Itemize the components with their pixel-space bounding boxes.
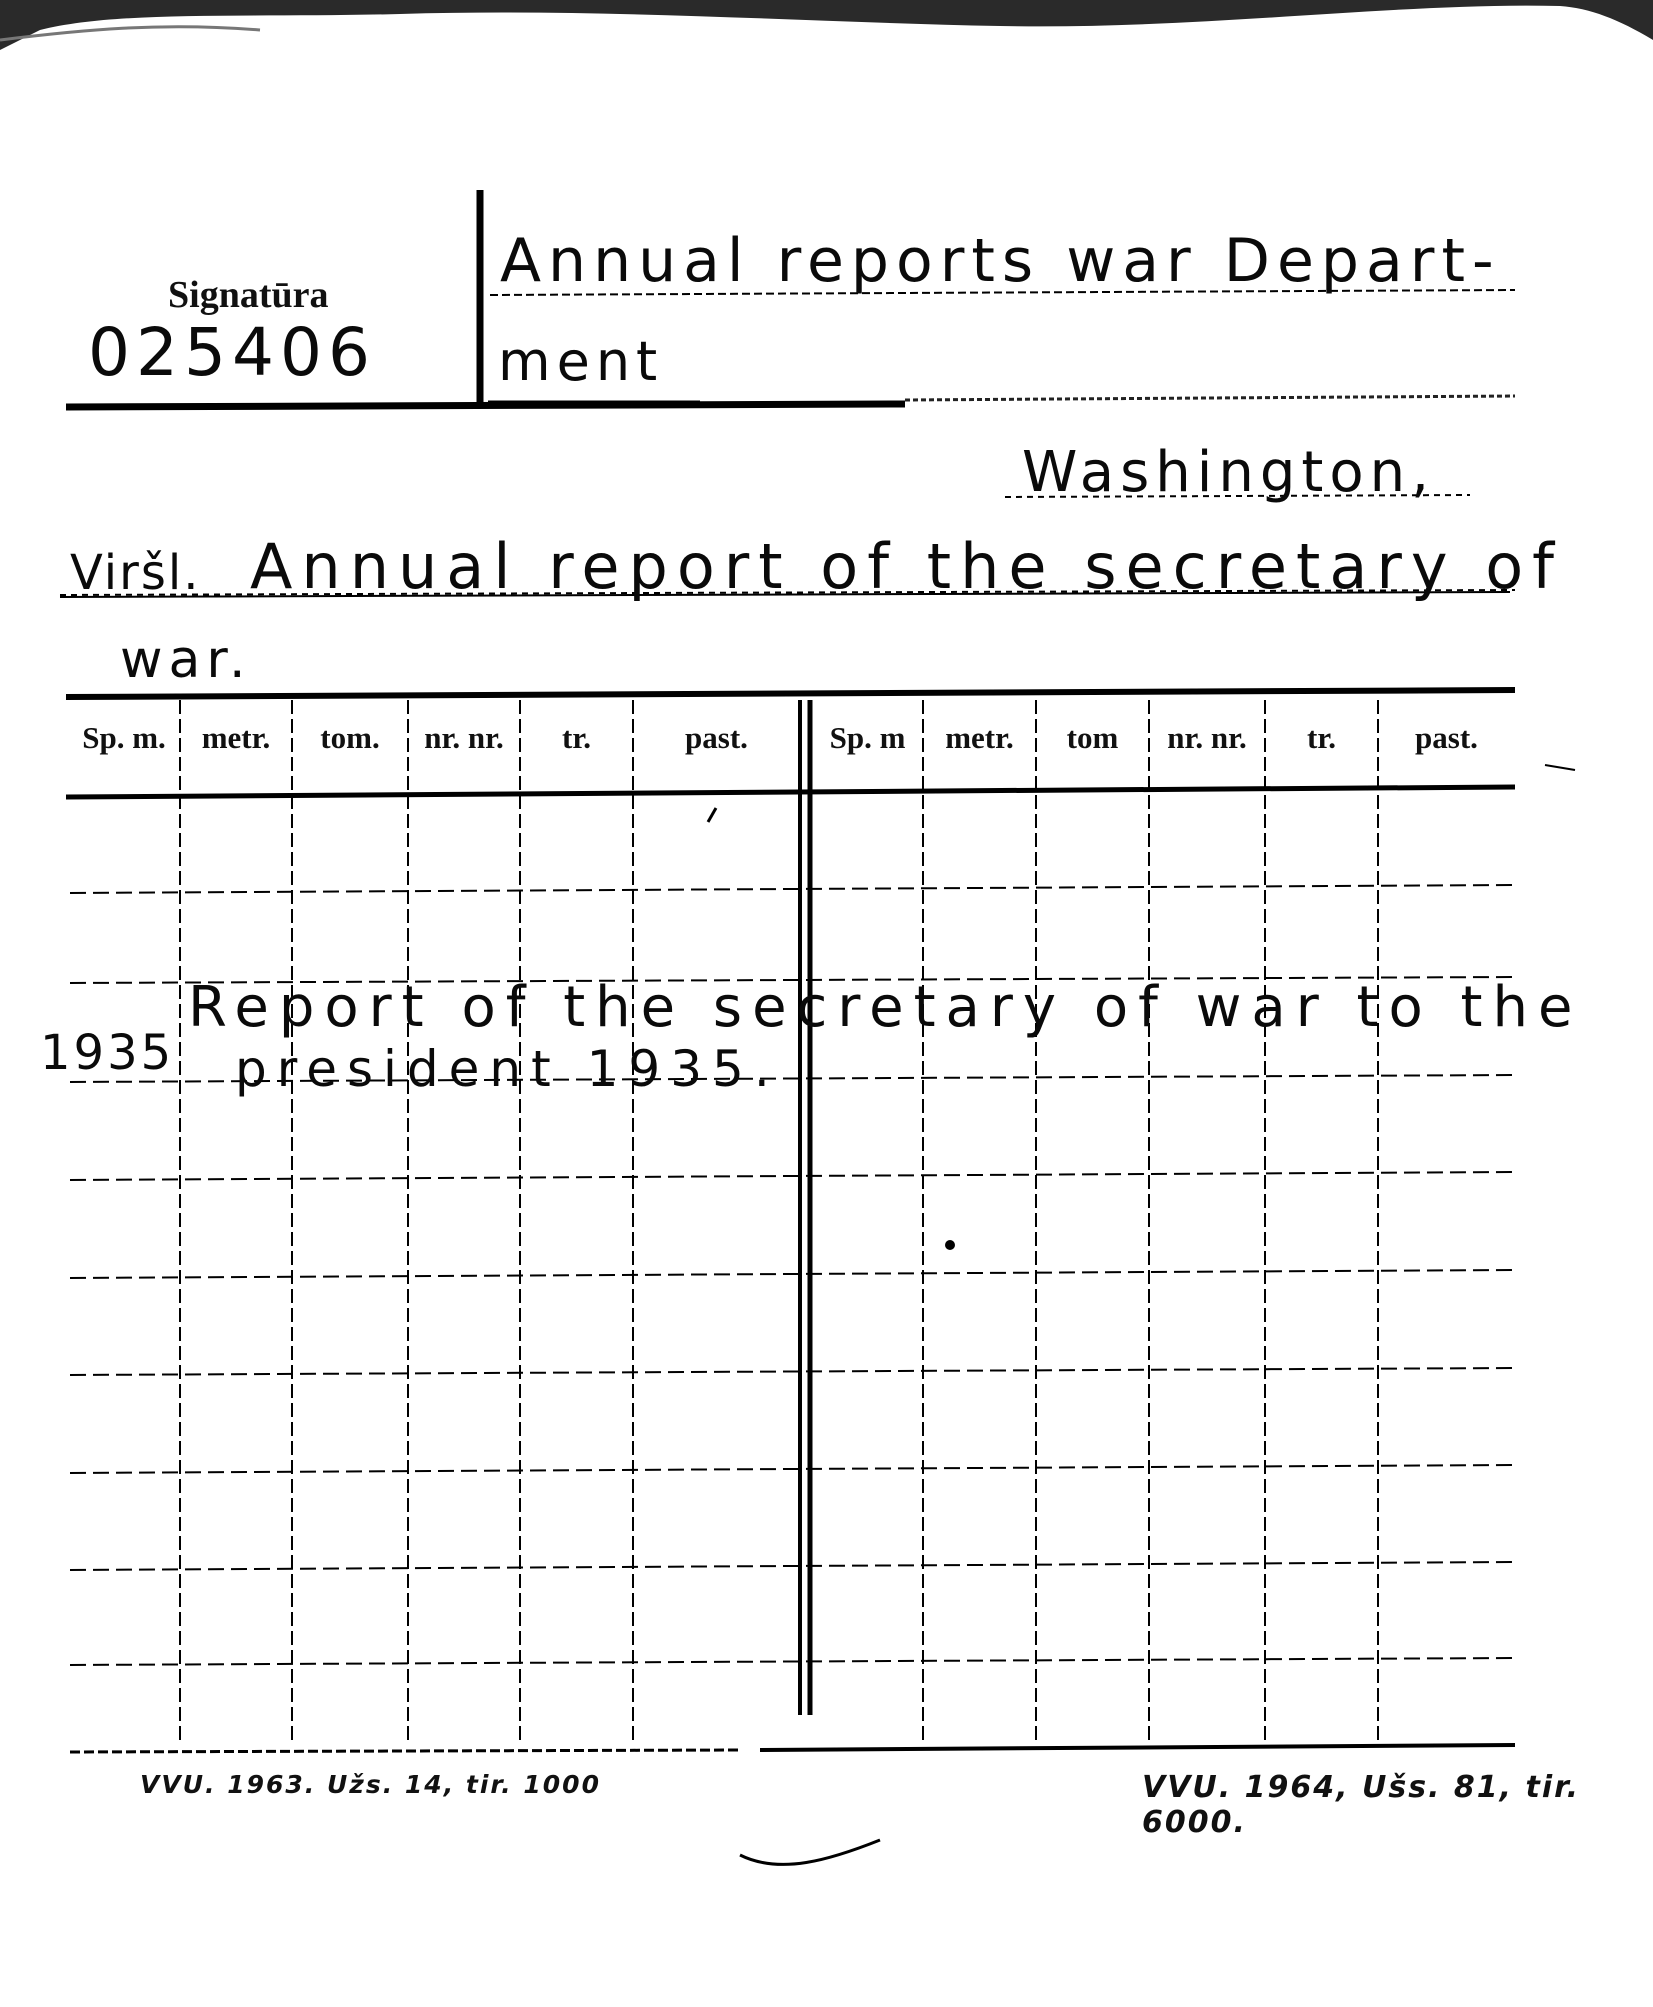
entry-line-1: Report of the secretary of war to the bbox=[188, 975, 1583, 1040]
col-header-tom-left: tom. bbox=[320, 720, 380, 755]
col-header-metr-right: metr. bbox=[945, 720, 1014, 755]
publication-place: Washington, bbox=[1022, 440, 1435, 505]
col-header-nr-right: nr. nr. bbox=[1167, 720, 1247, 755]
entry-line-2: president 1935. bbox=[235, 1040, 780, 1098]
virsl-label: Viršl. bbox=[70, 545, 201, 601]
col-header-past-right: past. bbox=[1415, 720, 1478, 755]
signature-number: 025406 bbox=[88, 314, 376, 391]
col-header-tr-right: tr. bbox=[1307, 720, 1336, 755]
title-line-2: ment bbox=[498, 330, 664, 393]
printer-imprint-right: VVU. 1964, Ušs. 81, tir. 6000. bbox=[1142, 1770, 1581, 1840]
col-header-metr-left: metr. bbox=[201, 720, 271, 755]
col-header-past-left: past. bbox=[685, 720, 748, 755]
col-header-sp-m-right: Sp. m bbox=[829, 720, 906, 755]
printer-imprint-left: VVU. 1963. Užs. 14, tir. 1000 bbox=[140, 1770, 601, 1799]
signature-label: Signatūra bbox=[168, 274, 329, 316]
title-line-1: Annual reports war Depart- bbox=[500, 226, 1501, 296]
col-header-nr-left: nr. nr. bbox=[424, 720, 504, 755]
col-header-tom-right: tom bbox=[1066, 720, 1119, 755]
col-header-sp-m-left: Sp. m. bbox=[82, 720, 166, 755]
virsl-title-line-1: Annual report of the secretary of bbox=[250, 530, 1563, 603]
entry-year: 1935 bbox=[40, 1025, 175, 1081]
virsl-title-line-2: war. bbox=[120, 630, 252, 690]
col-header-tr-left: tr. bbox=[562, 720, 591, 755]
